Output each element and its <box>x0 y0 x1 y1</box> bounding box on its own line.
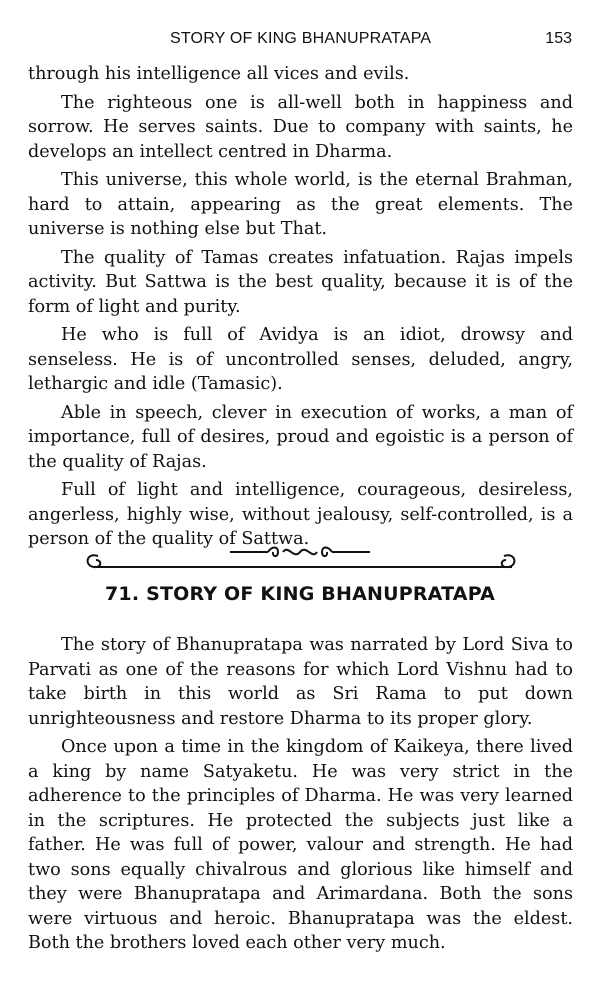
bottom-text-block <box>28 633 573 960</box>
paragraph: The story of Bhanupratapa was narrated by Lord Siva to Parvati as one of the reasons for which Lord Vishnu had to take birth in this world as Sri Rama to put down unrighteousness and restore Dharma to its proper glory. <box>28 635 573 729</box>
paragraph: Full of light and intelligence, courageous, desireless, angerless, highly wise, without jealousy, self-controlled, is a person of the quality of Sattwa. <box>28 480 573 549</box>
decorative-ornament-divider <box>80 540 520 574</box>
page-number: 153 <box>545 30 572 47</box>
running-head <box>0 30 600 52</box>
paragraph: The quality of Tamas creates infatuation. Rajas impels activity. But Sattwa is the best quality, because it is of the form of light and purity. <box>28 247 573 317</box>
paragraph: Once upon a time in the kingdom of Kaikeya, there lived a king by name Satyaketu. He was very strict in the adherence to the principles of Dharma. He was very learned in the scriptures. He protected the subjects just like a father. He was full of power, valour and strength. He had two sons equally chivalrous and glorious like himself and they were Bhanupratapa and Arimardana. Both the sons were virtuous and heroic. Bhanupratapa was the eldest. Both the brothers loved each other very much. <box>28 737 573 953</box>
paragraph: This universe, this whole world, is the eternal Brahman, hard to attain, appearing as the great elements. The universe is nothing else but That. <box>28 170 573 239</box>
paragraph: The righteous one is all-well both in happiness and sorrow. He serves saints. Due to company with saints, he develops an intellect centred in Dharma. <box>28 92 573 162</box>
paragraph: Able in speech, clever in execution of works, a man of importance, full of desires, proud and egoistic is a person of the quality of Rajas. <box>28 402 573 472</box>
paragraph: He who is full of Avidya is an idiot, drowsy and senseless. He is of uncontrolled senses, deluded, angry, lethargic and idle (Tamasic). <box>28 325 573 394</box>
paragraph: through his intelligence all vices and evils. <box>28 64 410 84</box>
chapter-heading: 71. STORY OF KING BHANUPRATAPA <box>105 583 495 605</box>
top-text-block <box>28 62 573 556</box>
running-title: STORY OF KING BHANUPRATAPA <box>170 30 432 47</box>
